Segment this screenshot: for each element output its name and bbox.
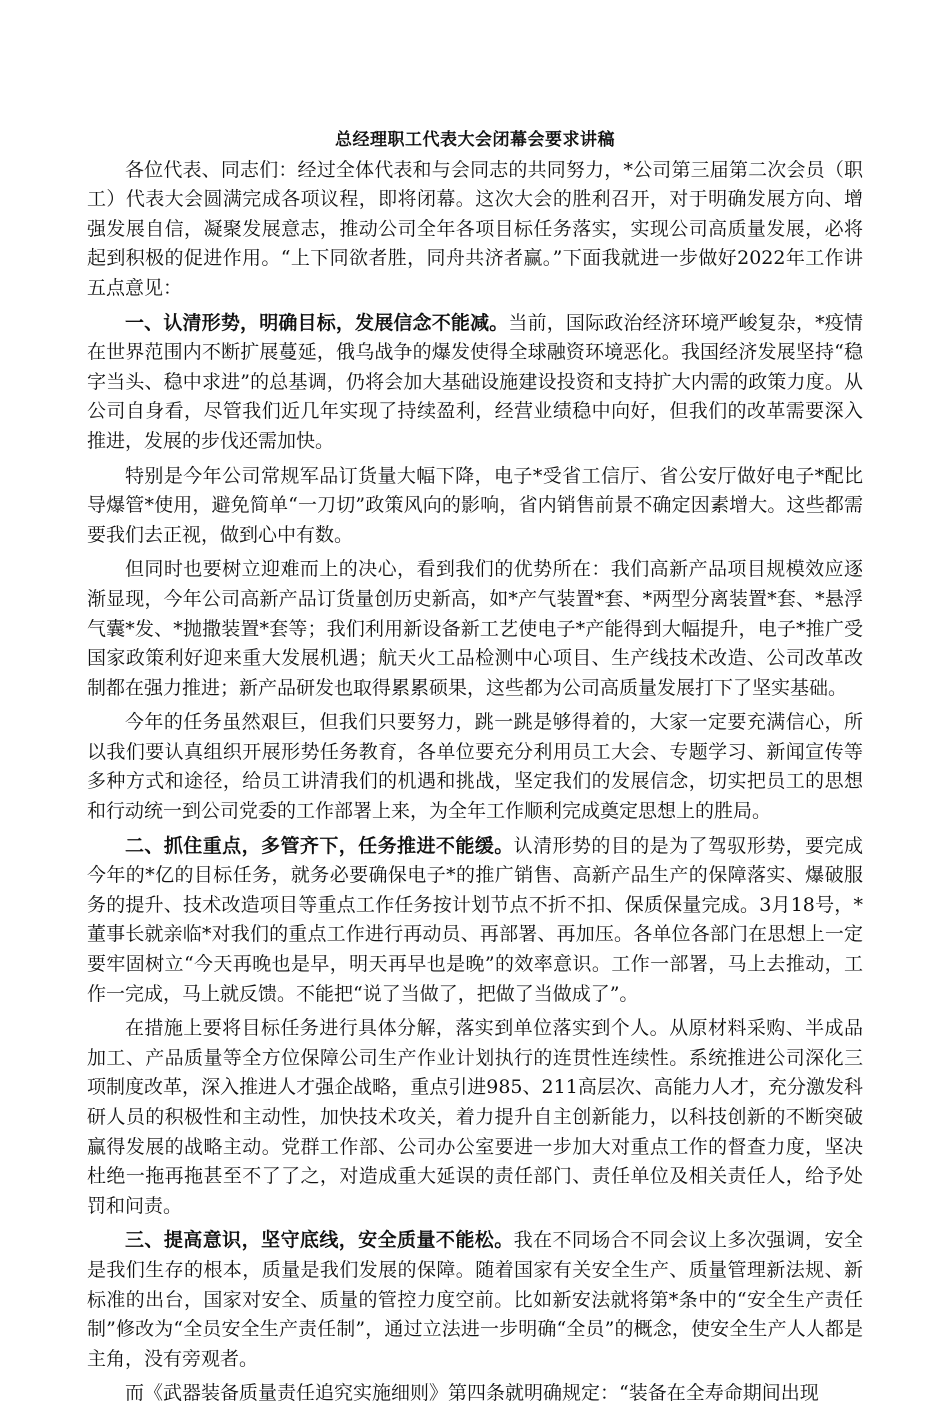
paragraph-text: 在措施上要将目标任务进行具体分解，落实到单位落实到个人。从原材料采购、半成品加工、产品质量等全方位保障公司生产作业计划执行的连贯性连续性。系统推进公司深化三项制度改革，深入推进人才强企战略，重点引进985、211高层次、高能力人才，充分激发科研人员的积极性和主动性，加快技术攻关，着力提升自主创新能力，以科技创新的不断突破赢得发展的战略主动。党群工作部、公司办公室要进一步加大对重点工作的督查力度，坚决杜绝一拖再拖甚至不了了之，对造成重大延误的责任部门、责任单位及相关责任人，给予处罚和问责。 (87, 1017, 863, 1217)
document-title: 总经理职工代表大会闭幕会要求讲稿 (335, 130, 615, 150)
paragraph-body (87, 1014, 863, 1221)
paragraph-text: 但同时也要树立迎难而上的决心，看到我们的优势所在：我们高新产品项目规模效应逐渐显现，今年公司高新产品订货量创历史新高，如*产气装置*套、*两型分离装置*套、*悬浮气囊*发、*抛撒装置*套等；我们利用新设备新工艺使电子*产能得到大幅提升，电子*推广受国家政策利好迎来重大发展机遇；航天火工品检测中心项目、生产线技术改造、公司改革改制都在强力推进；新产品研发也取得累累硕果，这些都为公司高质量发展打下了坚实基础。 (87, 558, 863, 699)
paragraph-body (87, 1379, 863, 1409)
paragraph-opening (87, 156, 863, 304)
paragraph-text: 今年的任务虽然艰巨，但我们只要努力，跳一跳是够得着的，大家一定要充满信心，所以我们要认真组织开展形势任务教育，各单位要充分利用员工大会、专题学习、新闻宣传等多种方式和途径，给员工讲清我们的机遇和挑战，坚定我们的发展信念，切实把员工的思想和行动统一到公司党委的工作部署上来，为全年工作顺利完成奠定思想上的胜局。 (87, 711, 863, 823)
section-heading-two: 二、抓住重点，多管齐下，任务推进不能缓。 (125, 834, 514, 857)
document-body (87, 126, 863, 1409)
paragraph-body (87, 462, 863, 551)
section-heading-three: 三、提高意识，坚守底线，安全质量不能松。 (125, 1229, 514, 1252)
paragraph-section-one (87, 309, 863, 457)
section-heading-one: 一、认清形势，明确目标，发展信念不能减。 (125, 311, 509, 334)
paragraph-text: 我在不同场合不同会议上多次强调，安全是我们生存的根本，质量是我们发展的保障。随着国家有关安全生产、质量管理新法规、新标准的出台，国家对安全、质量的管控力度空前。比如新安法就将第*条中的“安全生产责任制”修改为“全员安全生产责任制”，通过立法进一步明确“全员”的概念，使安全生产人人都是主角，没有旁观者。 (87, 1229, 863, 1370)
paragraph-body (87, 555, 863, 703)
paragraph-text: 而《武器装备质量责任追究实施细则》第四条就明确规定：“装备在全寿命期间出现 (125, 1382, 819, 1405)
paragraph-section-two (87, 832, 863, 1010)
paragraph-text: 各位代表、同志们：经过全体代表和与会同志的共同努力，*公司第三届第二次会员（职工）代表大会圆满完成各项议程，即将闭幕。这次大会的胜利召开，对于明确发展方向、增强发展自信，凝聚发展意志，推动公司全年各项目标任务落实，实现公司高质量发展，必将起到积极的促进作用。“上下同欲者胜，同舟共济者赢。”下面我就进一步做好2022年工作讲五点意见： (87, 158, 863, 299)
paragraph-body (87, 708, 863, 826)
paragraph-text: 当前，国际政治经济环境严峻复杂，*疫情在世界范围内不断扩展蔓延，俄乌战争的爆发使得全球融资环境恶化。我国经济发展坚持“稳字当头、稳中求进”的总基调，仍将会加大基础设施建设投资和支持扩大内需的政策力度。从公司自身看，尽管我们近几年实现了持续盈利，经营业绩稳中向好，但我们的改革需要深入推进，发展的步伐还需加快。 (87, 311, 863, 452)
paragraph-text: 特别是今年公司常规军品订货量大幅下降，电子*受省工信厅、省公安厅做好电子*配比导爆管*使用，避免简单“一刀切”政策风向的影响，省内销售前景不确定因素增大。这些都需要我们去正视，做到心中有数。 (87, 464, 863, 546)
paragraph-section-three (87, 1226, 863, 1374)
paragraph-text: 认清形势的目的是为了驾驭形势，要完成今年的*亿的目标任务，就务必要确保电子*的推广销售、高新产品生产的保障落实、爆破服务的提升、技术改造项目等重点工作任务按计划节点不折不扣、保质保量完成。3月18号，*董事长就亲临*对我们的重点工作进行再动员、再部署、再加压。各单位各部门在思想上一定要牢固树立“今天再晚也是早，明天再早也是晚”的效率意识。工作一部署，马上去推动，工作一完成，马上就反馈。不能把“说了当做了，把做了当做成了”。 (87, 834, 863, 1005)
